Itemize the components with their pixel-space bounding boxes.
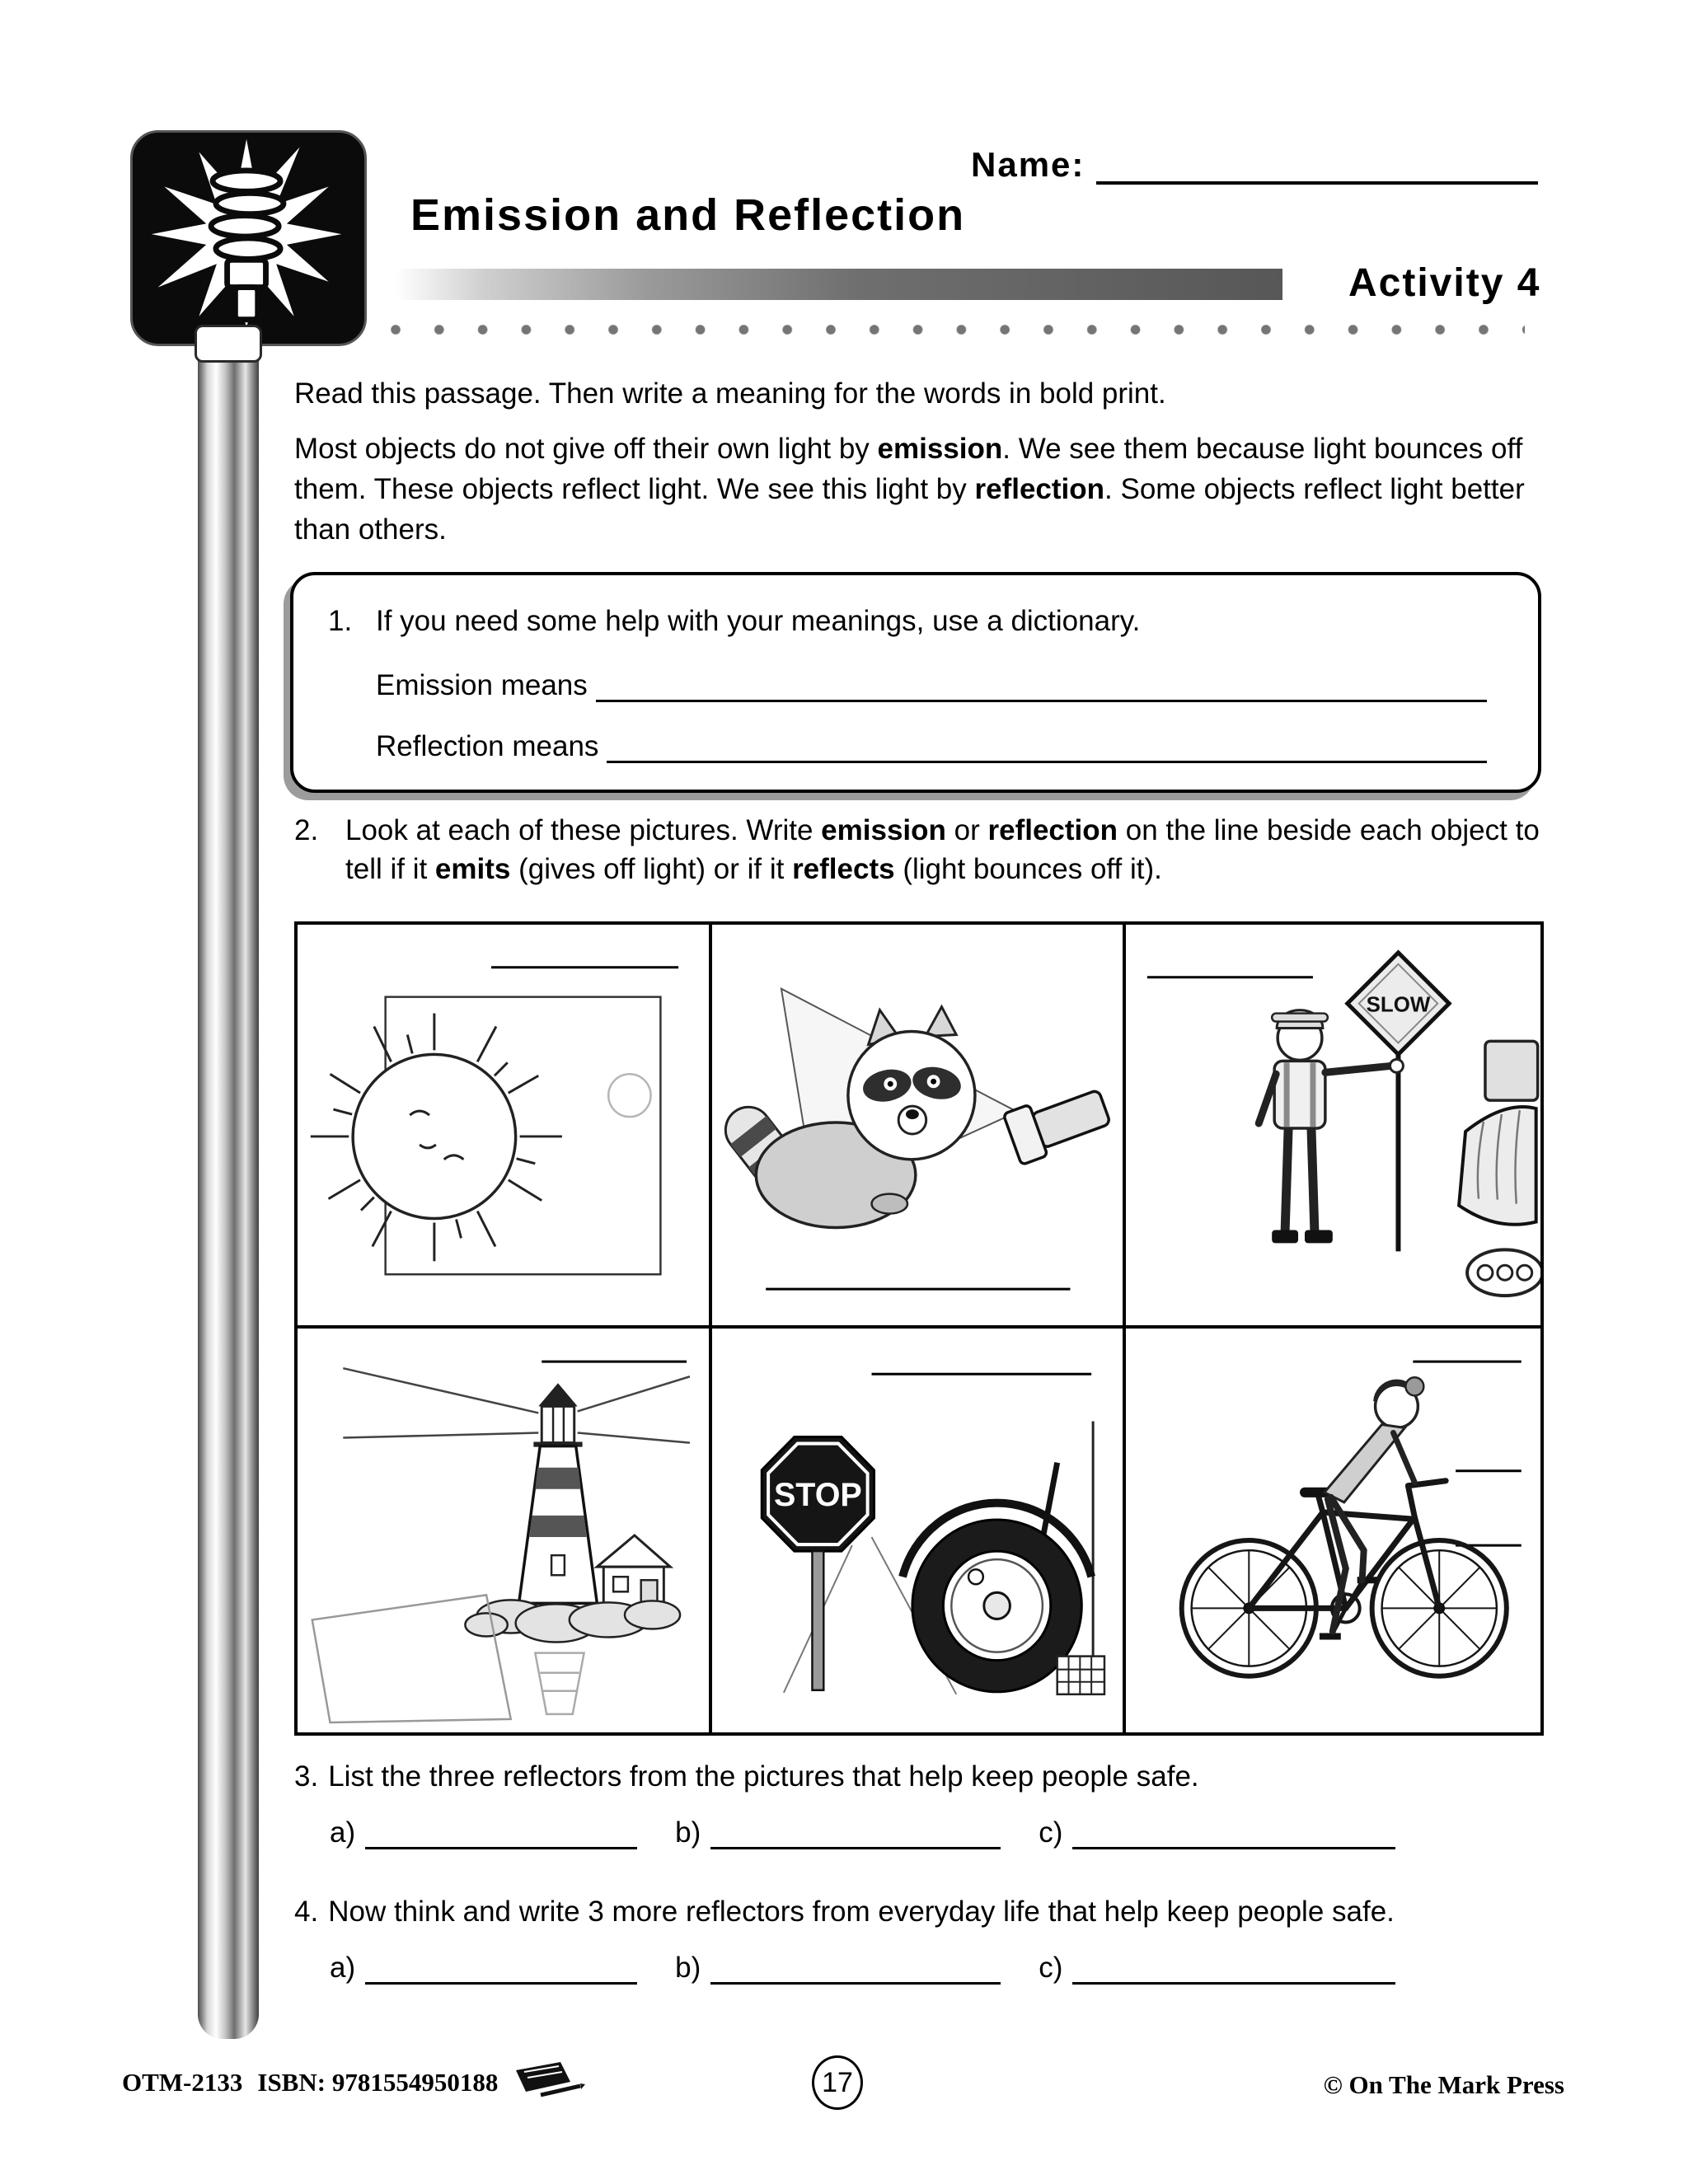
blank-label: b): [675, 1952, 701, 1984]
page-title: Emission and Reflection: [410, 190, 966, 240]
picture-cell-stop-sign: [712, 1329, 1127, 1732]
picture-cell-sun: [298, 925, 712, 1329]
q2-text: Look at each of these pictures. Write: [345, 814, 822, 846]
name-blank[interactable]: [1096, 145, 1538, 185]
reflection-answer-blank[interactable]: [607, 727, 1487, 763]
passage-text: . We see them because light bounces off them. These objects reflect light. We see this light by: [294, 433, 1523, 505]
q2-text: on the line beside each object to tell if it: [345, 814, 1540, 885]
lightbulb-starburst-icon: [133, 133, 364, 344]
picture-cell-bicycle: [1126, 1329, 1540, 1732]
name-row: [971, 145, 1538, 185]
blank-group-c: [1039, 1811, 1395, 1849]
blank-group-c: [1039, 1947, 1395, 1985]
copyright: © On The Mark Press: [1323, 2070, 1564, 2099]
bold-term-emits: emits: [434, 853, 511, 885]
question-2-text: [345, 811, 1544, 888]
passage-text: Most objects do not give off their own light by: [294, 433, 878, 465]
answer-blank[interactable]: [365, 1947, 637, 1985]
lighthouse-illustration: [298, 1329, 709, 1732]
footer-left: [122, 2060, 585, 2105]
question-4-blanks: [330, 1947, 1508, 1985]
title-gradient-bar: [396, 269, 1282, 300]
question-number: 3.: [294, 1760, 319, 1793]
question-1-text: If you need some help with your meanings, use a dictionary.: [376, 605, 1141, 637]
pictures-grid: [294, 921, 1544, 1736]
bold-term-reflection: reflection: [974, 473, 1105, 505]
question-1-box: [290, 572, 1541, 793]
blank-group-a: [330, 1947, 637, 1985]
emission-answer-blank[interactable]: [596, 666, 1487, 702]
blank-group-b: [675, 1811, 1001, 1849]
q2-text: or: [945, 814, 988, 846]
question-3-blanks: [330, 1811, 1508, 1849]
stop-sign-wheel-illustration: [712, 1329, 1123, 1732]
question-4-text: Now think and write 3 more reflectors from everyday life that help keep people safe.: [328, 1896, 1395, 1928]
question-3-text: List the three reflectors from the pictures that help keep people safe.: [328, 1760, 1199, 1793]
answer-blank[interactable]: [710, 1811, 1001, 1849]
bold-term-reflects: reflects: [792, 853, 895, 885]
question-1: [328, 605, 1487, 638]
book-logo-icon: [513, 2060, 585, 2105]
question-number: 1.: [328, 605, 353, 637]
picture-cell-slow-sign: [1126, 925, 1540, 1329]
answer-blank[interactable]: [1072, 1947, 1395, 1985]
bicycle-illustration: [1126, 1329, 1540, 1732]
passage: [294, 429, 1529, 550]
name-label: Name:: [971, 145, 1085, 184]
isbn: ISBN: 9781554950188: [257, 2068, 499, 2097]
answer-blank[interactable]: [365, 1811, 637, 1849]
question-2: [294, 811, 1544, 888]
emission-means-label: Emission means: [376, 669, 588, 701]
question-number: 4.: [294, 1896, 319, 1928]
reflection-means-label: Reflection means: [376, 730, 599, 762]
q2-text: (light bounces off it).: [894, 853, 1162, 885]
slow-sign-text: SLOW: [1366, 993, 1431, 1017]
activity-label: Activity 4: [1348, 261, 1541, 305]
dots-divider: [391, 325, 1525, 335]
passage-text: . Some objects reflect light better than others.: [294, 473, 1525, 546]
blank-group-a: [330, 1811, 637, 1849]
picture-cell-lighthouse: [298, 1329, 712, 1732]
blank-label: c): [1039, 1952, 1063, 1984]
question-4: [294, 1896, 1544, 1929]
blank-label: a): [330, 1952, 356, 1984]
bold-term-emission: emission: [877, 433, 1003, 465]
slow-sign-worker-illustration: [1126, 925, 1540, 1325]
pole-cap: [195, 325, 262, 363]
question-3: [294, 1760, 1544, 1793]
blank-group-b: [675, 1947, 1001, 1985]
q2-text: (gives off light) or if it: [510, 853, 793, 885]
bold-term-emission: emission: [821, 814, 946, 846]
intro-text: Read this passage. Then write a meaning for the words in bold print.: [294, 377, 1166, 410]
blank-label: c): [1039, 1816, 1063, 1849]
reflection-definition-row: [376, 727, 1487, 763]
page-number-badge: [812, 2055, 863, 2110]
answer-blank[interactable]: [710, 1947, 1001, 1985]
lightbulb-logo: [130, 130, 367, 346]
blank-label: b): [675, 1816, 701, 1849]
page-number: 17: [822, 2066, 853, 2098]
picture-cell-raccoon: [712, 925, 1127, 1329]
product-code: OTM-2133: [122, 2068, 243, 2097]
sun-illustration: [298, 925, 709, 1325]
bold-term-reflection: reflection: [987, 814, 1118, 846]
answer-blank[interactable]: [1072, 1811, 1395, 1849]
decorative-pole: [198, 356, 259, 2039]
emission-definition-row: [376, 666, 1487, 702]
stop-sign-text: STOP: [773, 1476, 862, 1513]
question-number: 2.: [294, 814, 319, 846]
blank-label: a): [330, 1816, 356, 1849]
raccoon-flashlight-illustration: [712, 925, 1123, 1325]
